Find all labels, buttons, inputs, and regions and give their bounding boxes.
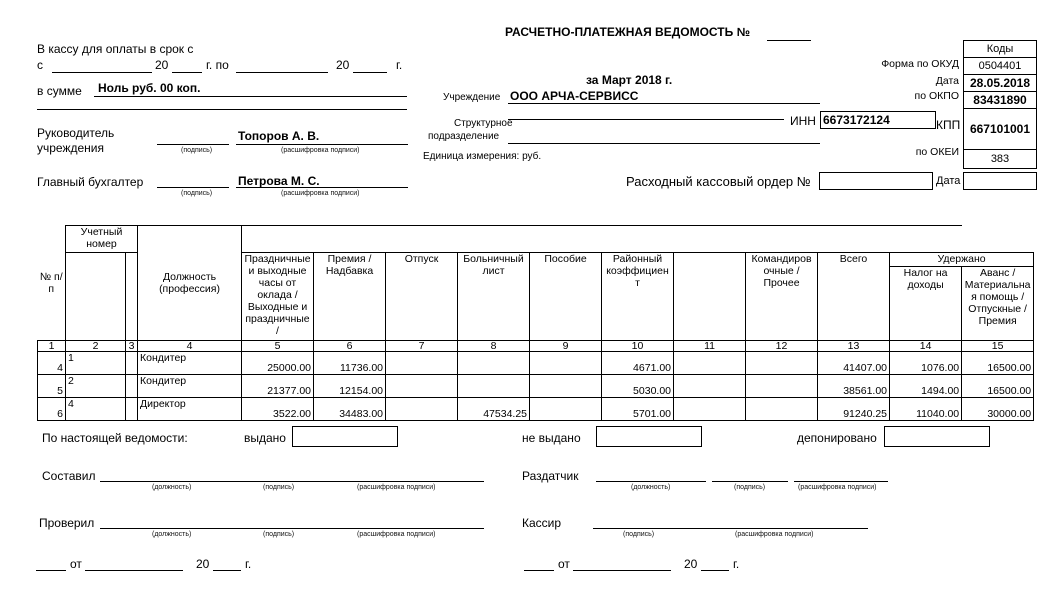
cell-tax: 11040.00 <box>890 398 962 421</box>
caption-rasshifrovka: (расшифровка подписи) <box>281 147 360 154</box>
cell-sick: 47534.25 <box>458 398 530 421</box>
year1-line[interactable] <box>172 72 202 73</box>
cell-pos: Кондитер <box>138 352 242 375</box>
column-number: 8 <box>458 341 530 352</box>
right-year-line[interactable] <box>701 570 729 571</box>
cell-acc: 1 <box>66 352 126 375</box>
title-number-line[interactable] <box>767 40 811 41</box>
column-number: 13 <box>818 341 890 352</box>
column-number: 9 <box>530 341 602 352</box>
header-sick: Больничный лист <box>458 253 530 341</box>
date-label: Дата <box>935 75 959 87</box>
sostavil-line[interactable] <box>100 481 484 482</box>
deponirovano-box[interactable] <box>884 426 990 447</box>
cell-np: 5 <box>38 375 66 398</box>
cell-pos: Директор <box>138 398 242 421</box>
header-account-sub2 <box>126 253 138 341</box>
date-to-line[interactable] <box>236 72 328 73</box>
rko-number-box[interactable] <box>819 172 933 190</box>
struct-label-1: Структурное <box>454 118 513 129</box>
cell-pos: Кондитер <box>138 375 242 398</box>
ne-vydano-box[interactable] <box>596 426 702 447</box>
proveril-cap-dolzhnost: (должность) <box>152 531 192 538</box>
header-total: Всего <box>818 253 890 341</box>
okei-value: 383 <box>964 150 1036 169</box>
sostavil-label: Составил <box>42 469 96 483</box>
caption-podpis-2: (подпись) <box>181 190 213 197</box>
proveril-cap-rasshifrovka: (расшифровка подписи) <box>357 531 436 538</box>
codes-box <box>963 40 1037 169</box>
rko-date-label: Дата <box>936 175 961 187</box>
header-account-sub1 <box>66 253 126 341</box>
column-number: 1 <box>38 341 66 352</box>
kassir-label: Кассир <box>522 516 562 530</box>
po-vedomosti: По настоящей ведомости: <box>42 431 188 445</box>
cell-tax: 1494.00 <box>890 375 962 398</box>
inn-value: 6673172124 <box>820 111 936 129</box>
cell-bonus: 11736.00 <box>314 352 386 375</box>
kassa-c: с <box>37 58 43 72</box>
page-title: РАСЧЕТНО-ПЛАТЕЖНАЯ ВЕДОМОСТЬ № <box>505 25 750 39</box>
razdatchik-line-3[interactable] <box>794 481 888 482</box>
cell-empty <box>126 398 138 421</box>
column-number: 15 <box>962 341 1034 352</box>
struct-label-2: подразделение <box>428 131 500 142</box>
cell-trip <box>746 375 818 398</box>
header-vacation: Отпуск <box>386 253 458 341</box>
rukovoditel-label-2: учреждения <box>37 141 104 155</box>
column-number: 6 <box>314 341 386 352</box>
proveril-label: Проверил <box>39 516 95 530</box>
table-row <box>38 375 1034 398</box>
cell-vacation <box>386 375 458 398</box>
cell-bonus: 12154.00 <box>314 375 386 398</box>
payroll-table <box>37 225 1034 421</box>
cell-sick <box>458 352 530 375</box>
cell-trip <box>746 398 818 421</box>
cell-advance: 30000.00 <box>962 398 1034 421</box>
sostavil-cap-podpis: (подпись) <box>263 484 295 491</box>
right-g: г. <box>733 557 740 571</box>
okud-label: Форма по ОКУД <box>881 58 959 70</box>
cell-vacation <box>386 398 458 421</box>
codes-title: Коды <box>964 41 1036 58</box>
cell-acc: 2 <box>66 375 126 398</box>
rukovoditel-name: Топоров А. В. <box>238 129 320 143</box>
left-year-line[interactable] <box>213 570 241 571</box>
v-summe-label: в сумме <box>37 84 82 98</box>
g-po: г. по <box>206 58 229 72</box>
rukovoditel-label-1: Руководитель <box>37 126 115 140</box>
column-numbers-row <box>38 341 1034 352</box>
header-np: № п/п <box>38 226 66 341</box>
sostavil-cap-dolzhnost: (должность) <box>152 484 192 491</box>
right-date-day-line[interactable] <box>524 570 554 571</box>
right-year: 20 <box>684 557 698 571</box>
year2-prefix: 20 <box>336 58 350 72</box>
summa-line2 <box>37 109 407 110</box>
uchrezhdenie-value: ООО АРЧА-СЕРВИСС <box>510 89 639 103</box>
uchrezhdenie-label: Учреждение <box>443 92 501 103</box>
struct-line[interactable] <box>508 119 784 120</box>
kpp-value: 667101001 <box>964 109 1036 150</box>
cell-advance: 16500.00 <box>962 352 1034 375</box>
caption-podpis: (подпись) <box>181 147 213 154</box>
header-account: Учетный номер <box>66 226 138 253</box>
struct-line-2 <box>508 143 820 144</box>
column-number: 12 <box>746 341 818 352</box>
header-regional: Районный коэффициен т <box>602 253 674 341</box>
vydano-box[interactable] <box>292 426 398 447</box>
rko-label: Расходный кассовый ордер № <box>626 174 811 189</box>
column-number: 7 <box>386 341 458 352</box>
cell-total: 38561.00 <box>818 375 890 398</box>
cell-allowance <box>530 352 602 375</box>
razdatchik-line-1[interactable] <box>596 481 706 482</box>
cell-trip <box>746 352 818 375</box>
kassir-cap-rasshifrovka: (расшифровка подписи) <box>735 531 814 538</box>
summa-value: Ноль руб. 00 коп. <box>98 81 201 95</box>
cell-np: 4 <box>38 352 66 375</box>
razdatchik-cap-rasshifrovka: (расшифровка подписи) <box>798 484 877 491</box>
ne-vydano-label: не выдано <box>522 431 581 445</box>
inn-label: ИНН <box>790 114 816 128</box>
cell-empty <box>126 375 138 398</box>
cell-holiday: 25000.00 <box>242 352 314 375</box>
okpo-value: 83431890 <box>964 92 1036 109</box>
table-row <box>38 398 1034 421</box>
razdatchik-label: Раздатчик <box>522 469 579 483</box>
kassir-line[interactable] <box>593 528 868 529</box>
uchrezhdenie-line <box>508 103 820 104</box>
vydano-label: выдано <box>244 431 286 445</box>
cell-np: 6 <box>38 398 66 421</box>
cell-vacation <box>386 352 458 375</box>
cell-c11 <box>674 398 746 421</box>
cell-allowance <box>530 375 602 398</box>
header-spacer <box>242 226 962 253</box>
header-bonus: Премия / Надбавка <box>314 253 386 341</box>
column-number: 10 <box>602 341 674 352</box>
date-value: 28.05.2018 <box>964 75 1036 92</box>
right-date-month-line[interactable] <box>573 570 671 571</box>
rukovoditel-name-line <box>236 144 408 145</box>
summa-line <box>94 96 407 97</box>
year2-line[interactable] <box>353 72 387 73</box>
cell-regional: 5030.00 <box>602 375 674 398</box>
cell-regional: 4671.00 <box>602 352 674 375</box>
column-number: 3 <box>126 341 138 352</box>
left-g: г. <box>245 557 252 571</box>
cell-bonus: 34483.00 <box>314 398 386 421</box>
right-ot: от <box>558 557 570 571</box>
proveril-line[interactable] <box>100 528 484 529</box>
kpp-label: КПП <box>936 118 961 132</box>
cell-tax: 1076.00 <box>890 352 962 375</box>
sostavil-cap-rasshifrovka: (расшифровка подписи) <box>357 484 436 491</box>
glavbuh-name: Петрова М. С. <box>238 174 320 188</box>
g-end: г. <box>396 58 403 72</box>
cell-advance: 16500.00 <box>962 375 1034 398</box>
razdatchik-cap-podpis: (подпись) <box>734 484 766 491</box>
header-allowance: Пособие <box>530 253 602 341</box>
header-withheld-label: Удержано <box>890 253 1034 267</box>
cell-total: 41407.00 <box>818 352 890 375</box>
glavbuh-sign-line[interactable] <box>157 187 229 188</box>
column-number: 5 <box>242 341 314 352</box>
header-trip: Командиров очные / Прочее <box>746 253 818 341</box>
glavbuh-label: Главный бухгалтер <box>37 175 144 189</box>
deponirovano-label: депонировано <box>797 431 877 445</box>
okei-label: по ОКЕИ <box>915 146 959 158</box>
column-number: 4 <box>138 341 242 352</box>
header-advance: Аванс / Материальна я помощь / Отпускные / Премия <box>962 267 1034 341</box>
cell-c11 <box>674 375 746 398</box>
kassa-line1: В кассу для оплаты в срок с <box>37 42 194 56</box>
okpo-label: по ОКПО <box>914 90 959 102</box>
cell-total: 91240.25 <box>818 398 890 421</box>
cell-sick <box>458 375 530 398</box>
left-ot: от <box>70 557 82 571</box>
year1-prefix: 20 <box>155 58 169 72</box>
left-date-day-line[interactable] <box>36 570 66 571</box>
header-position: Должность (профессия) <box>138 226 242 341</box>
left-year: 20 <box>196 557 210 571</box>
proveril-cap-podpis: (подпись) <box>263 531 295 538</box>
cell-holiday: 3522.00 <box>242 398 314 421</box>
cell-empty <box>126 352 138 375</box>
column-number: 14 <box>890 341 962 352</box>
rko-date-box[interactable] <box>963 172 1037 190</box>
cell-regional: 5701.00 <box>602 398 674 421</box>
rukovoditel-sign-line[interactable] <box>157 144 229 145</box>
column-number: 11 <box>674 341 746 352</box>
period: за Март 2018 г. <box>586 73 673 87</box>
cell-acc: 4 <box>66 398 126 421</box>
razdatchik-line-2[interactable] <box>712 481 788 482</box>
cell-allowance <box>530 398 602 421</box>
razdatchik-cap-dolzhnost: (должность) <box>631 484 671 491</box>
caption-rasshifrovka-2: (расшифровка подписи) <box>281 190 360 197</box>
cell-c11 <box>674 352 746 375</box>
cell-holiday: 21377.00 <box>242 375 314 398</box>
unit-label: Единица измерения: руб. <box>423 151 542 162</box>
header-tax: Налог на доходы <box>890 267 962 341</box>
column-number: 2 <box>66 341 126 352</box>
table-row <box>38 352 1034 375</box>
date-from-line[interactable] <box>52 72 152 73</box>
left-date-month-line[interactable] <box>85 570 183 571</box>
kassir-cap-podpis: (подпись) <box>623 531 655 538</box>
header-holiday: Праздничные и выходные часы от оклада / Выходные и праздничные / <box>242 253 314 341</box>
okud-value: 0504401 <box>964 58 1036 75</box>
header-col11 <box>674 253 746 341</box>
